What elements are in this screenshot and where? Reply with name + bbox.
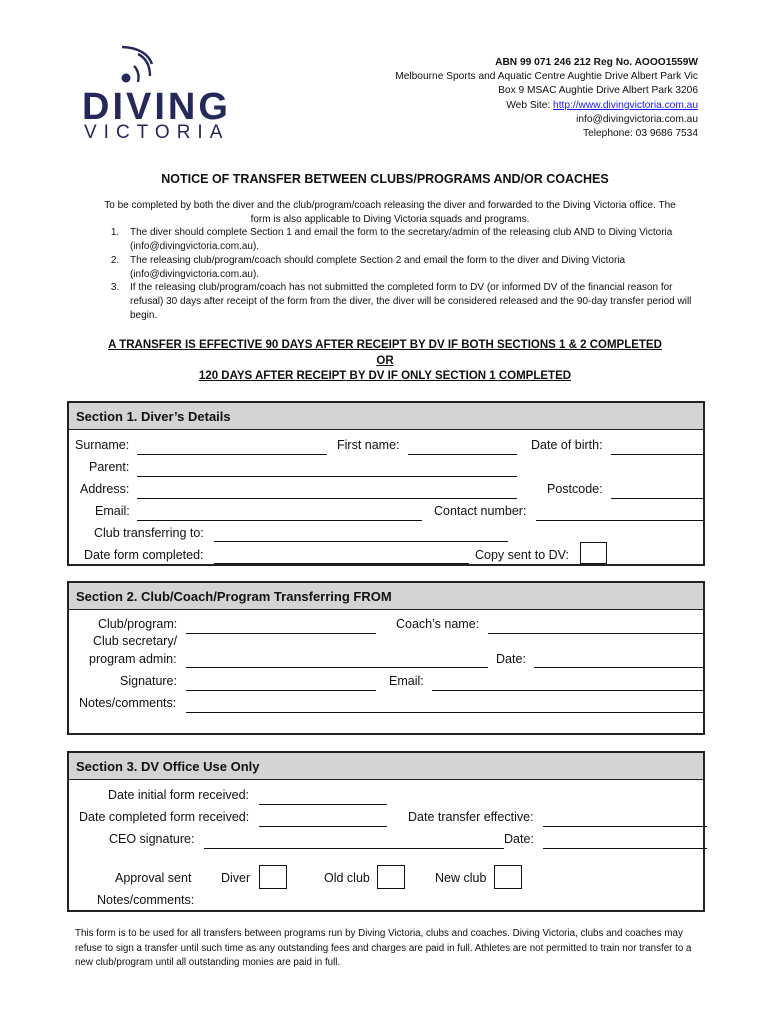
website-line — [395, 99, 698, 113]
contact-number-field[interactable] — [536, 520, 703, 521]
date-transfer-effective-field[interactable] — [543, 826, 707, 827]
instruction-item: 3. If the releasing club/program/coach has not submitted the completed form to DV (or informed DV of the financial reason for refusal) 30 days after receipt of the form from the diver, the diver will be considered released and the 90-day transfer period will begin. — [122, 281, 700, 322]
transfer-effective-notice — [0, 338, 770, 385]
coach-name-field[interactable] — [488, 633, 703, 634]
coach-name-label: Coach’s name: — [396, 617, 480, 631]
surname-label: Surname: — [75, 438, 130, 452]
section-3-date-label: Date: — [504, 832, 534, 846]
secretary-admin-field[interactable] — [186, 667, 488, 668]
email-label: Email: — [95, 504, 130, 518]
first-name-label: First name: — [337, 438, 400, 452]
address-line-1: Melbourne Sports and Aquatic Centre Aughtie Drive Albert Park Vic — [395, 71, 698, 83]
date-form-completed-label: Date form completed: — [84, 548, 204, 562]
postcode-field[interactable] — [611, 498, 703, 499]
approval-new-club-label: New club — [435, 871, 487, 885]
date-form-completed-field[interactable] — [214, 563, 469, 564]
notes-comments-field[interactable] — [186, 712, 703, 713]
section-2-heading: Section 2. Club/Coach/Program Transferring FROM — [69, 583, 703, 610]
notes-comments-label: Notes/comments: — [79, 696, 177, 710]
date-initial-received-label: Date initial form received: — [108, 788, 250, 802]
intro-line-1: To be completed by both the diver and the club/program/coach releasing the diver and forwarded to the Diving Victoria office. The — [104, 200, 676, 211]
approval-diver-checkbox[interactable] — [259, 865, 287, 889]
instruction-item: 2. The releasing club/program/coach should complete Section 2 and email the form to the diver and Diving Victoria (info@divingvictoria.com.au). — [122, 254, 700, 281]
copy-sent-to-dv-checkbox[interactable] — [580, 542, 607, 564]
approval-old-club-label: Old club — [324, 871, 370, 885]
section-3-heading: Section 3. DV Office Use Only — [69, 753, 703, 780]
date-transfer-effective-label: Date transfer effective: — [408, 810, 534, 824]
notice-or: OR — [376, 354, 394, 367]
footer-note: This form is to be used for all transfers between programs run by Diving Victoria, clubs and coaches. Diving Victoria, clubs and coaches may refuse to sign a transfer until such time as any outstanding fees and charges are paid in full. Athletes are not permitted to train nor transfer to a new club/program until all outstanding monies are paid in full. — [75, 928, 692, 968]
ceo-signature-field[interactable] — [204, 848, 504, 849]
club-program-field[interactable] — [186, 633, 376, 634]
signature-label: Signature: — [120, 674, 177, 688]
section-2-date-label: Date: — [496, 652, 526, 666]
email-line: info@divingvictoria.com.au — [576, 113, 698, 125]
section-2-date-field[interactable] — [534, 667, 703, 668]
phone-line: Telephone: 03 9686 7534 — [583, 128, 698, 140]
section-3-notes-label: Notes/comments: — [97, 893, 195, 907]
postcode-label: Postcode: — [547, 482, 603, 496]
parent-label: Parent: — [89, 460, 130, 474]
ceo-signature-label: CEO signature: — [109, 832, 195, 846]
club-secretary-label: Club secretary/ — [93, 634, 178, 648]
section-2-email-label: Email: — [389, 674, 424, 688]
address-line-2: Box 9 MSAC Aughtie Drive Albert Park 3206 — [498, 85, 698, 97]
date-completed-received-label: Date completed form received: — [79, 810, 250, 824]
club-transferring-to-label: Club transferring to: — [94, 526, 204, 540]
intro-instructions — [80, 199, 700, 322]
club-transferring-to-field[interactable] — [214, 541, 508, 542]
section-1-heading: Section 1. Diver’s Details — [69, 403, 703, 430]
approval-diver-label: Diver — [221, 871, 251, 885]
notice-line-1: A TRANSFER IS EFFECTIVE 90 DAYS AFTER RECEIPT BY DV IF BOTH SECTIONS 1 & 2 COMPLETED — [108, 339, 662, 351]
email-field[interactable] — [137, 520, 422, 521]
section-3-dv-office-use — [67, 751, 705, 912]
surname-field[interactable] — [137, 454, 327, 455]
instruction-list — [80, 226, 700, 322]
notice-line-3: 120 DAYS AFTER RECEIPT BY DV IF ONLY SECTION 1 COMPLETED — [198, 370, 572, 382]
abn-line: ABN 99 071 246 212 Reg No. AOOO1559W — [495, 57, 698, 68]
address-field[interactable] — [137, 498, 517, 499]
date-initial-received-field[interactable] — [259, 804, 387, 805]
program-admin-label: program admin: — [89, 652, 177, 666]
contact-number-label: Contact number: — [434, 504, 527, 518]
club-program-label: Club/program: — [98, 617, 178, 631]
date-of-birth-label: Date of birth: — [531, 438, 603, 452]
section-2-email-field[interactable] — [432, 690, 703, 691]
date-completed-received-field[interactable] — [259, 826, 387, 827]
approval-old-club-checkbox[interactable] — [377, 865, 405, 889]
section-1-divers-details — [67, 401, 705, 566]
approval-new-club-checkbox[interactable] — [494, 865, 522, 889]
approval-sent-label: Approval sent — [115, 871, 192, 885]
logo-word-diving: DIVING — [82, 86, 231, 128]
instruction-item: 1. The diver should complete Section 1 and email the form to the secretary/admin of the releasing club AND to Diving Victoria (info@divingvictoria.com.au). — [122, 226, 700, 253]
signature-field[interactable] — [186, 690, 376, 691]
intro-line-2: form is also applicable to Diving Victoria squads and programs. — [250, 213, 530, 225]
copy-sent-to-dv-label: Copy sent to DV: — [475, 548, 570, 562]
website-link[interactable]: http://www.divingvictoria.com.au — [553, 99, 698, 111]
parent-field[interactable] — [137, 476, 517, 477]
logo-swoosh-inner — [134, 66, 139, 82]
first-name-field[interactable] — [408, 454, 517, 455]
form-title: NOTICE OF TRANSFER BETWEEN CLUBS/PROGRAMS AND/OR COACHES — [161, 172, 609, 186]
org-contact-block — [395, 56, 698, 141]
date-of-birth-field[interactable] — [611, 454, 703, 455]
diver-head-dot — [122, 74, 131, 83]
section-2-transferring-from — [67, 581, 705, 735]
address-label: Address: — [80, 482, 130, 496]
section-3-date-field[interactable] — [543, 848, 707, 849]
website-label: Web Site: — [506, 99, 554, 111]
logo-word-victoria: VICTORIA — [84, 122, 230, 143]
